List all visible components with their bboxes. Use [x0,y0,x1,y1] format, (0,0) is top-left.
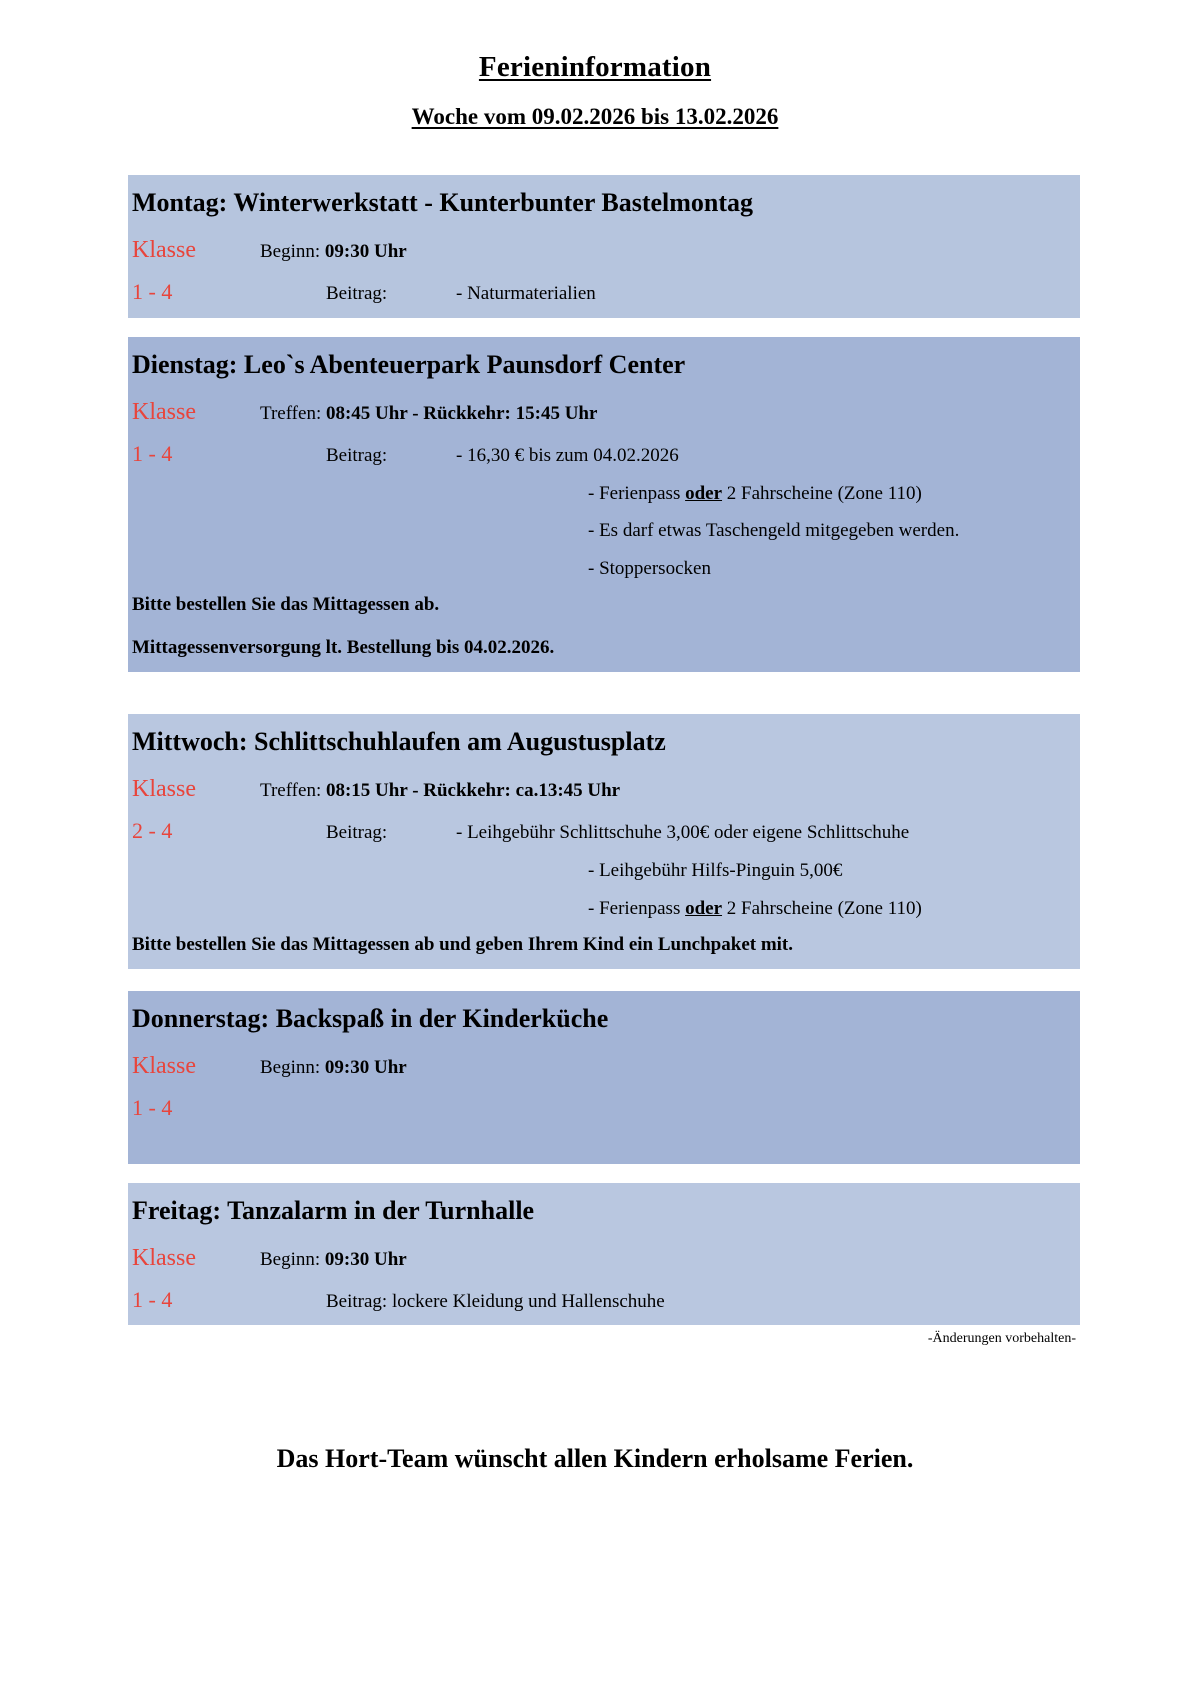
detail-pre-dienstag-2: - Es darf etwas Taschengeld mitgegeben werden. [588,520,960,542]
klasse-range-dienstag: 1 - 4 [132,440,173,466]
time-text-freitag [260,1248,407,1272]
day-blocks-container [0,175,1190,1325]
day-heading-mittwoch: Mittwoch: Schlittschuhlaufen am Augustusplatz [132,727,666,757]
time-text-mittwoch [260,779,620,803]
day-row-empty-donnerstag [128,1122,1080,1152]
detail-emphasis-mittwoch-2: oder [685,897,723,919]
klasse-label-montag: Klasse [132,237,196,264]
beitrag-label-mittwoch: Beitrag: [326,822,388,844]
day-row-detail-mittwoch-2 [128,897,1080,921]
detail-post-dienstag-1: 2 Fahrscheine (Zone 110) [722,482,922,504]
detail-pre-dienstag-0: - 16,30 € bis zum 04.02.2026 [456,444,679,466]
detail-pre-mittwoch-0: - Leihgebühr Schlittschuhe 3,00€ oder eigene Schlittschuhe [456,822,910,844]
day-row-detail-dienstag-3 [128,557,1080,581]
detail-text-mittwoch-0 [456,821,909,845]
day-heading-freitag: Freitag: Tanzalarm in der Turnhalle [132,1195,535,1225]
time-text-montag [260,240,407,264]
detail-pre-montag-0: - Naturmaterialien [456,283,596,305]
day-block-dienstag [128,337,1080,672]
day-row-time-montag [128,236,1080,265]
page-title-text: Ferieninformation [478,51,712,83]
time-prefix-donnerstag: Beginn: [260,1057,325,1079]
detail-text-montag-0 [456,282,596,306]
detail-pre-freitag-0: Beitrag: lockere Kleidung und Hallenschuhe [326,1290,665,1312]
note-dienstag-0: Bitte bestellen Sie das Mittagessen ab. [132,593,440,615]
klasse-range-mittwoch: 2 - 4 [132,818,173,844]
day-row-detail-mittwoch-0 [128,818,1080,845]
time-text-dienstag [260,402,597,426]
day-row-time-donnerstag [128,1052,1080,1081]
klasse-label-freitag: Klasse [132,1244,196,1271]
day-row-time-dienstag [128,398,1080,427]
time-value-donnerstag: 09:30 Uhr [324,1057,407,1079]
note-mittwoch-0: Bitte bestellen Sie das Mittagessen ab und geben Ihrem Kind ein Lunchpaket mit. [132,933,794,955]
klasse-label-mittwoch: Klasse [132,776,196,803]
detail-text-dienstag-0 [456,444,679,468]
beitrag-label-dienstag: Beitrag: [326,444,388,466]
time-prefix-freitag: Beginn: [260,1248,325,1270]
beitrag-label-montag: Beitrag: [326,283,388,305]
detail-text-mittwoch-2 [588,897,922,921]
detail-text-dienstag-1 [588,482,922,506]
klasse-range-montag: 1 - 4 [132,279,173,305]
day-block-montag [128,175,1080,318]
closing-message: Das Hort-Team wünscht allen Kindern erholsame Ferien. [276,1444,914,1474]
detail-pre-mittwoch-1: - Leihgebühr Hilfs-Pinguin 5,00€ [588,860,843,882]
time-text-donnerstag [260,1056,407,1080]
detail-pre-mittwoch-2: - Ferienpass [588,897,686,919]
note-dienstag-1: Mittagessenversorgung lt. Bestellung bis 04.02.2026. [132,636,555,658]
day-row-time-freitag [128,1244,1080,1273]
detail-text-dienstag-2 [588,519,959,543]
detail-pre-dienstag-3: - Stoppersocken [588,558,711,580]
time-value-mittwoch: 08:15 Uhr - Rückkehr: ca.13:45 Uhr [325,780,621,802]
detail-text-freitag-0 [326,1290,665,1314]
time-value-montag: 09:30 Uhr [324,241,407,263]
day-row-detail-dienstag-0 [128,441,1080,468]
time-value-dienstag: 08:45 Uhr - Rückkehr: 15:45 Uhr [325,403,598,425]
day-heading-montag: Montag: Winterwerkstatt - Kunterbunter Bastelmontag [132,188,754,218]
time-prefix-montag: Beginn: [260,241,325,263]
page-subtitle [0,84,1190,129]
day-heading-donnerstag: Donnerstag: Backspaß in der Kinderküche [132,1004,609,1034]
page-subtitle-text: Woche vom 09.02.2026 bis 13.02.2026 [411,103,779,129]
day-row-time-mittwoch [128,775,1080,804]
klasse-label-donnerstag: Klasse [132,1053,196,1080]
time-prefix-mittwoch: Treffen: [260,780,326,802]
day-block-mittwoch [128,714,1080,969]
detail-text-dienstag-3 [588,557,711,581]
day-row-detail-dienstag-2 [128,519,1080,543]
day-block-donnerstag [128,991,1080,1163]
day-row-detail-dienstag-1 [128,482,1080,506]
page-title [0,0,1190,84]
day-heading-dienstag: Dienstag: Leo`s Abenteuerpark Paunsdorf Center [132,349,686,379]
day-row-detail-montag [128,279,1080,306]
day-row-detail-mittwoch-1 [128,859,1080,883]
detail-pre-dienstag-1: - Ferienpass [588,482,686,504]
revision-note: -Änderungen vorbehalten- [927,1331,1076,1347]
detail-post-mittwoch-2: 2 Fahrscheine (Zone 110) [722,897,922,919]
day-row-detail-donnerstag [128,1095,1080,1121]
time-prefix-dienstag: Treffen: [260,403,326,425]
detail-text-mittwoch-1 [588,859,842,883]
day-block-freitag [128,1183,1080,1326]
day-row-detail-freitag [128,1287,1080,1314]
klasse-range-freitag: 1 - 4 [132,1286,173,1312]
time-value-freitag: 09:30 Uhr [324,1248,407,1270]
klasse-range-donnerstag: 1 - 4 [132,1095,173,1121]
klasse-label-dienstag: Klasse [132,399,196,426]
detail-emphasis-dienstag-1: oder [685,482,723,504]
